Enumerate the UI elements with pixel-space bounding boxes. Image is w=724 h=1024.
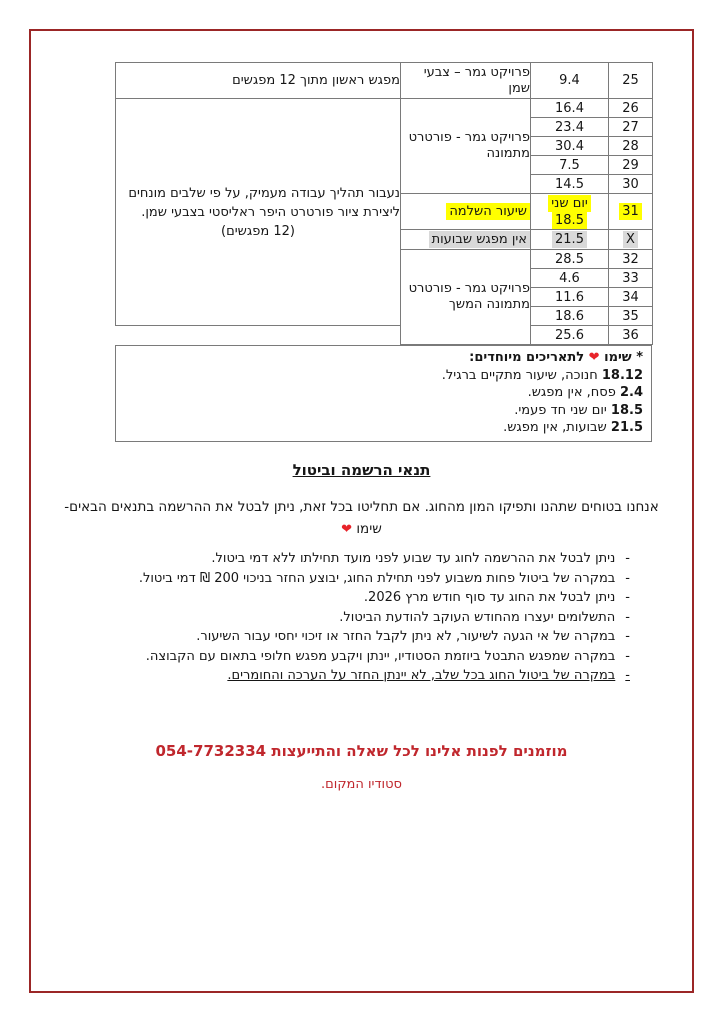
special-dates-title-suffix: לתאריכים מיוחדים:	[469, 350, 585, 365]
lesson-number-cell: 29	[609, 156, 653, 175]
highlight-yellow: 31	[619, 203, 642, 220]
lesson-number-cell	[609, 194, 653, 230]
special-date-item	[124, 419, 643, 437]
lesson-date-cell: 16.4	[531, 99, 609, 118]
lesson-number-cell: 30	[609, 175, 653, 194]
lesson-number-cell: 35	[609, 307, 653, 326]
cancellation-terms-list	[139, 549, 630, 686]
special-date-text: פסח, אין מפגש.	[527, 385, 616, 400]
highlight-gray: 21.5	[552, 231, 587, 248]
heart-icon: ❤	[341, 522, 353, 537]
term-item-underlined: - במקרה של ביטול החוג בכל שלב, לא יינתן החזר על הערכה והחומרים.	[139, 666, 630, 686]
special-dates-title-prefix: * שימו	[604, 350, 643, 365]
lesson-number-cell: 32	[609, 250, 653, 269]
special-dates-title	[124, 349, 643, 367]
term-item: - ניתן לבטל את ההרשמה לחוג עד שבוע לפני מועד תחילתו ללא דמי ביטול.	[139, 549, 630, 569]
highlight-gray: אין מפגש שבועות	[429, 231, 530, 248]
course-description-text: נעבור תהליך עבודה מעמיק, על פי שלבים מונחים ליצירת ציור פורטרט היפר ראליסטי בצבעי שמן.	[128, 185, 400, 220]
lesson-date-cell: 9.4	[531, 63, 609, 99]
table-row	[116, 326, 653, 345]
special-date-item	[124, 367, 643, 385]
lesson-date-cell	[531, 230, 609, 250]
special-date: 18.5	[610, 402, 643, 418]
lesson-date-cell: 28.5	[531, 250, 609, 269]
special-dates-box	[115, 345, 652, 442]
lesson-topic-cell: פרויקט גמר – צבעי שמן	[401, 63, 531, 99]
special-date: 2.4	[619, 385, 643, 400]
term-item: - במקרה של ביטול פחות משבוע לפני תחילת החוג, יבוצע החזר בניכוי 200 ₪ דמי ביטול.	[139, 569, 630, 589]
lesson-number-cell: 28	[609, 137, 653, 156]
lesson-number-cell: 36	[609, 326, 653, 345]
lesson-date-cell: 4.6	[531, 269, 609, 288]
special-date: 18.12	[601, 367, 643, 383]
studio-name-line: סטודיו המקום.	[321, 777, 402, 792]
terms-intro-suffix: שימו	[356, 521, 382, 537]
special-date-text: שבועות, אין מפגש.	[503, 420, 607, 435]
lesson-date-cell: 7.5	[531, 156, 609, 175]
lesson-date-cell: 23.4	[531, 118, 609, 137]
lesson-topic-cell: פרויקט גמר - פורטרט מתמונה	[401, 99, 531, 194]
highlight-yellow: שיעור השלמה	[446, 203, 530, 220]
terms-intro	[29, 496, 694, 541]
highlight-gray: X	[623, 231, 638, 248]
terms-intro-line: אנחנו בטוחים שתהנו ותפיקו המון מהחוג. אם תחליטו בכל זאת, ניתן לבטל את ההרשמה בתנאים הבאים-	[64, 499, 659, 515]
lesson-date-cell: 11.6	[531, 288, 609, 307]
table-row	[116, 63, 653, 99]
special-date-text: יום שני חד פעמי.	[514, 402, 607, 418]
terms-heading: תנאי הרשמה וביטול	[292, 461, 431, 479]
term-item: - ניתן לבטל את החוג עד סוף חודש מרץ 2026.	[139, 588, 630, 608]
term-item: - במקרה שמפגש התבטל ביוזמת הסטודיו, יינתן ויקבע מפגש חלופי בתאום עם הקבוצה.	[139, 647, 630, 667]
lesson-date-cell: 18.6	[531, 307, 609, 326]
lesson-date-cell: 14.5	[531, 175, 609, 194]
course-description-cell	[116, 99, 401, 326]
lesson-date-cell: 25.6	[531, 326, 609, 345]
highlight-yellow: יום שני	[548, 195, 591, 212]
lesson-topic-cell: פרויקט גמר - פורטרט מתמונה המשך	[401, 250, 531, 345]
heart-icon: ❤	[588, 350, 600, 365]
schedule-table	[115, 62, 653, 345]
special-date-text: חנוכה, שיעור מתקיים ברגיל.	[441, 367, 598, 383]
lesson-note-cell: מפגש ראשון מתוך 12 מפגשים	[116, 63, 401, 99]
lesson-number-cell: 27	[609, 118, 653, 137]
special-date: 21.5	[610, 420, 643, 435]
lesson-number-cell: 33	[609, 269, 653, 288]
special-date-item	[124, 402, 643, 420]
term-item: - התשלומים יעצרו מהחודש העוקב להודעת הביטול.	[139, 608, 630, 628]
lesson-number-cell	[609, 230, 653, 250]
lesson-topic-cell	[401, 230, 531, 250]
terms-intro-suffix-line	[29, 518, 694, 541]
term-item: - במקרה של אי הגעה לשיעור, לא ניתן לקבל החזר או זיכוי יחסי עבור השיעור.	[139, 627, 630, 647]
lesson-date-cell	[531, 194, 609, 230]
table-row	[116, 99, 653, 118]
lesson-number-cell: 25	[609, 63, 653, 99]
special-date-item	[124, 384, 643, 402]
lesson-topic-cell	[401, 194, 531, 230]
course-meeting-count: (12 מפגשים)	[221, 223, 295, 239]
lesson-number-cell: 34	[609, 288, 653, 307]
lesson-date-cell: 30.4	[531, 137, 609, 156]
lesson-number-cell: 26	[609, 99, 653, 118]
contact-phone-line: מוזמנים לפנות אלינו לכל שאלה והתייעצות 054-7732334	[155, 742, 568, 760]
highlight-yellow: 18.5	[552, 212, 587, 229]
